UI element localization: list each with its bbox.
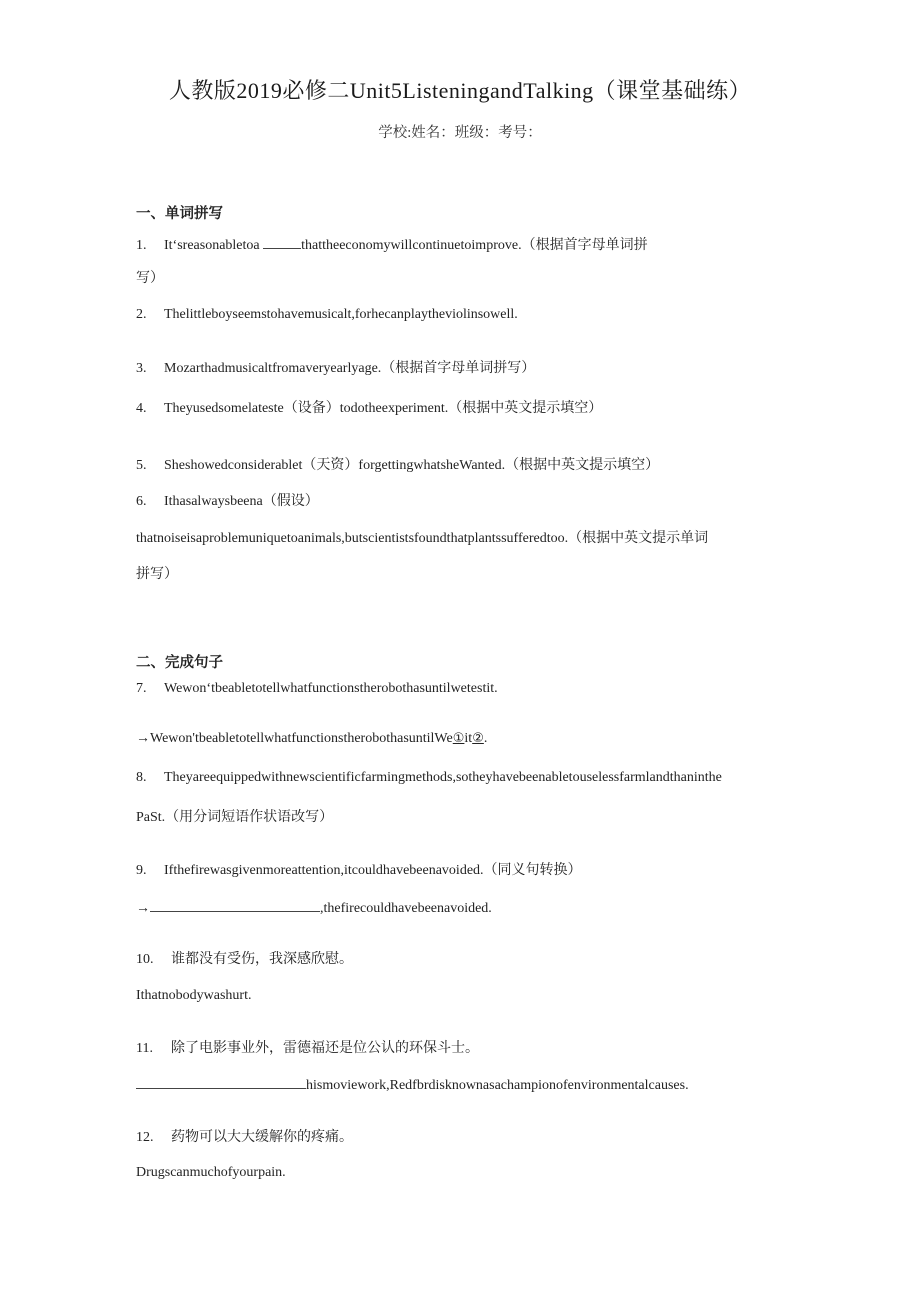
question-text: Ifthefirewasgivenmoreattention,itcouldhavebeenavoided.（同义句转换）	[164, 863, 582, 878]
rewrite-text: ,thefirecouldhavebeenavoided.	[320, 901, 492, 916]
question-text: It‘sreasonabletoa	[164, 238, 260, 253]
blank-marker-1[interactable]: ①	[452, 731, 465, 746]
question-9-rewrite	[136, 899, 492, 917]
rewrite-text: it	[464, 731, 473, 746]
question-number: 8.	[136, 770, 147, 785]
question-number: 12.	[136, 1130, 154, 1145]
arrow-text: →	[136, 901, 150, 916]
answer-blank[interactable]	[136, 1076, 306, 1089]
question-number: 9.	[136, 863, 147, 878]
question-6-continued-2: 拼写）	[136, 567, 178, 582]
question-number: 6.	[136, 494, 147, 509]
question-11	[136, 1037, 479, 1057]
question-12-answer: Drugscanmuchofyourpain.	[136, 1165, 286, 1180]
question-text: Theyareequippedwithnewscientificfarmingmethods,sotheyhavebeenabletouselessfarmlandthaninthe	[164, 770, 722, 785]
question-2	[136, 307, 518, 323]
question-6	[136, 490, 319, 510]
question-1	[136, 234, 648, 254]
question-6-continued: thatnoiseisaproblemuniquetoanimals,butscientistsfoundthatplantssufferedtoo.（根据中英文提示单词	[136, 531, 709, 546]
question-9	[136, 859, 582, 879]
question-number: 7.	[136, 681, 147, 696]
answer-blank[interactable]	[150, 899, 320, 912]
question-text: Mozarthadmusicaltfromaveryearlyage.（根据首字母单词拼写）	[164, 361, 536, 376]
question-text: Wewon‘tbeabletotellwhatfunctionstherobothasuntilwetestit.	[164, 681, 498, 696]
question-10	[136, 948, 353, 968]
question-number: 2.	[136, 307, 147, 322]
question-number: 4.	[136, 401, 147, 416]
question-text: 药物可以大大缓解你的疼痛。	[171, 1130, 353, 1145]
question-8-continued: PaSt.（用分词短语作状语改写）	[136, 810, 334, 825]
rewrite-text: .	[483, 731, 488, 746]
section-heading-spelling: 一、单词拼写	[136, 206, 223, 222]
question-7-rewrite	[136, 731, 487, 747]
question-text: Ithasalwaysbeena（假设）	[164, 494, 319, 509]
question-text: 除了电影事业外，雷德福还是位公认的环保斗士。	[171, 1041, 479, 1056]
question-10-answer: Ithatnobodywashurt.	[136, 988, 252, 1003]
question-1-continued: 写）	[136, 271, 164, 286]
answer-text: hismoviework,Redfbrdisknownasachampionofenvironmentalcauses.	[306, 1078, 689, 1093]
question-text: Sheshowedconsiderablet（天资）forgettingwhatsheWanted.（根据中英文提示填空）	[164, 458, 660, 473]
question-4	[136, 397, 602, 417]
question-number: 1.	[136, 238, 147, 253]
student-info-line: 学校:姓名：班级：考号：	[378, 125, 542, 141]
question-8	[136, 770, 722, 786]
rewrite-text: →Wewon'tbeabletotellwhatfunctionstherobothasuntilWe	[136, 731, 453, 746]
section-heading-sentences: 二、完成句子	[136, 655, 223, 671]
question-3	[136, 357, 535, 377]
page-title: 人教版2019必修二Unit5ListeningandTalking（课堂基础练）	[168, 78, 752, 103]
question-7	[136, 681, 498, 697]
question-5	[136, 454, 659, 474]
question-11-answer	[136, 1076, 689, 1094]
question-number: 10.	[136, 952, 154, 967]
question-number: 3.	[136, 361, 147, 376]
question-number: 5.	[136, 458, 147, 473]
question-text: Theyusedsomelateste（设备）todotheexperiment.（根据中英文提示填空）	[164, 401, 603, 416]
answer-blank[interactable]	[263, 236, 301, 249]
question-12	[136, 1126, 353, 1146]
question-text: Thelittleboyseemstohavemusicalt,forhecanplaytheviolinsowell.	[164, 307, 518, 322]
question-number: 11.	[136, 1041, 153, 1056]
question-text: 谁都没有受伤，我深感欣慰。	[171, 952, 353, 967]
blank-marker-2[interactable]: ②	[472, 731, 484, 746]
question-text: thattheeconomywillcontinuetoimprove.（根据首字母单词拼	[301, 238, 648, 253]
